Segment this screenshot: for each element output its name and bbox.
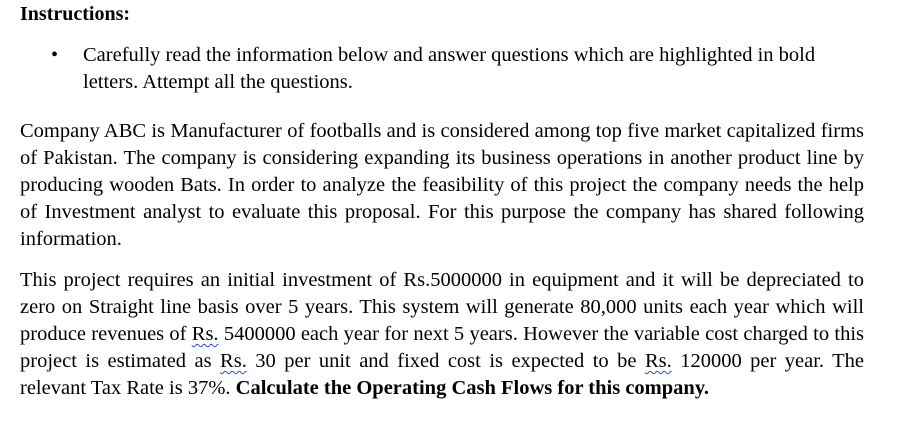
project-text-part-3: 30 per unit and fixed cost is expected to be bbox=[246, 350, 645, 372]
question-text: Calculate the Operating Cash Flows for this company. bbox=[235, 377, 710, 399]
currency-rs-2: Rs. bbox=[220, 350, 247, 372]
currency-rs-3: Rs. bbox=[644, 350, 672, 372]
instruction-text: Carefully read the information below and answer questions which are highlighted in bold letters. Attempt all the questions. bbox=[83, 44, 816, 93]
company-background-paragraph: Company ABC is Manufacturer of footballs and is considered among top five market capitalized firms of Pakistan. The company is considering expanding its business operations in another product line by producing wooden Bats. In order to analyze the feasibility of this project the company needs the help of Investment analyst to evaluate this proposal. For this purpose the company has shared following information. bbox=[20, 120, 864, 250]
project-text-part-4: 120000 per year. The relevant Tax Rate is 37%. bbox=[20, 350, 864, 399]
currency-rs-1: Rs. bbox=[191, 323, 219, 345]
project-text-part-2: 5400000 each year for next 5 years. However the variable cost charged to this project is estimated as bbox=[20, 323, 864, 372]
instructions-heading: Instructions: bbox=[20, 3, 131, 25]
bullet-icon: • bbox=[51, 44, 59, 66]
project-text-part-1: This project requires an initial investment of Rs.5000000 in equipment and it will be depreciated to zero on Straight line basis over 5 years. This system will generate 80,000 units each year which will produce revenues of bbox=[20, 269, 864, 345]
project-details-paragraph bbox=[20, 267, 864, 402]
